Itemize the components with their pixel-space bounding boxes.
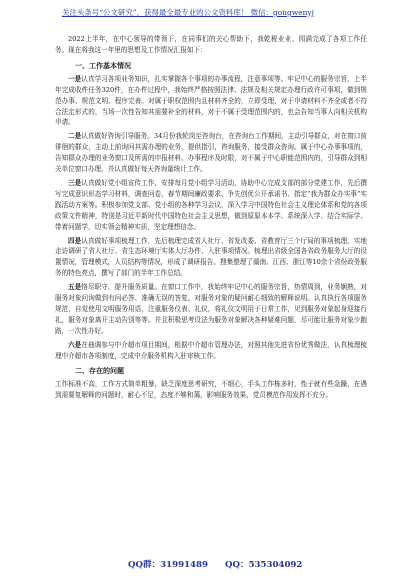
item-text: 在抽调参与中介超市项目期间，根据中介超市管理办法，对照其他先进省份优秀做法，认真梳理梳理中介超市各项制度，完成中介服务机构入驻审核工作。	[55, 340, 368, 360]
work-item-1	[55, 74, 367, 129]
item-lead: 六是	[68, 340, 82, 349]
item-lead: 一是	[68, 74, 82, 83]
item-text: 认真做好咨询引导服务。34月份我轮岗至咨询台，在咨询台工作期间，主动引导群众，对在窗口前徘徊的群众，主动上前询问其需办理的业务，提供指引，咨询服务，接受群众咨询。属于中心办事事项的，告知群众办理的业务窗口及所需的申报材料、办事程序及时限，对不属于中心职能范围内的，引导群众到相关单位窗口办理，并认真做好每天咨询量统计工作。	[55, 132, 368, 174]
item-text: 认真做好党小组宣传工作，安排每月党小组学习活动，协助中心完成支部的部分党建工作，先后撰写完成意识形态学习材料，调查问卷，春节期间廉政要求、争先创优公开承诺书、指定“我为群众办实事”实践活动方案等。积极参加党支部、党小组的各种学习会议，深入学习中国特色社会主义理论体系和党的各项政策文件精神，特别是习近平新时代中国特色社会主义思想，做到原原本本学、系统深入学、结合实际学、带着问题学，切实领会精神实质，坚定理想信念。	[55, 178, 368, 231]
footer-contact	[0, 558, 408, 574]
item-lead: 二是	[68, 132, 82, 141]
qq-number: QQ：535304092	[225, 560, 303, 570]
work-item-5	[55, 282, 367, 337]
work-item-2	[55, 131, 367, 175]
intro-paragraph: 2022上半年，在中心领导的带领下，在同事们的关心帮助下，我乾税业业、园满完成了各项工作任务。现在将我这一年里的思想及工作情况汇报如下：	[55, 35, 367, 54]
work-item-4	[55, 236, 367, 280]
header-banner-link[interactable]: 关注头条号“公文研究”，获得最全最专业的公文资料库！ 微信：gongwenyj	[62, 8, 315, 17]
problems-paragraph: 工作标准不高，工作方式简单粗暴，缺乏深度思考研究，不细心，手头工作栋多时，性子就有些急躁，在遇到需要复解释的问题时，耐心不足，态度不够和蔼，影响服务效果，党员模范作用发挥不充分。	[55, 380, 367, 400]
item-lead: 三是	[68, 178, 82, 187]
item-lead: 四是	[68, 236, 82, 245]
item-lead: 五是	[68, 283, 82, 292]
work-item-6	[55, 340, 367, 362]
item-text: 认真做好事项梳理工作，先后梳理完成省人社厅、省发改委、省教育厅三个厅局的事项梳理，实地走访调研了省人社厅、省生态环境厅实体大厅办件、入驻事项情况。梳理出省级全国各省政务服务大厅的设置情况，管理模式，人员结构等情况，形成了调研报告。搜集整理了湖南、江西、浙江等10余个省份政务服务的特色亮点，撰写了部门的半年工作总结。	[55, 236, 368, 278]
work-item-3	[55, 178, 367, 233]
section-heading-basic-situation: 一、工作基本情况	[75, 60, 131, 70]
qq-group-number: QQ群：31991489	[128, 560, 208, 570]
item-text: 恪尽职守，提升服务质量。在窗口工作中，我始终牢记中心的服务宗旨，热情周到，业务娴熟，对服务对象问询做到有问必答、准确无误的答复，对服务对象的疑问耐心细致的解释说明。认真执行各项服务规范，自觉使用文明服务用语，注重服务仪表、礼仪，将礼仪文明用于日常工作，见到服务对象起身迎接行礼，服务对象离开主动告别等等。并且积极思考设法为服务对象解决各种疑难问题，尽可能让服务对象少跑路，一次性办好。	[55, 283, 368, 335]
section-heading-problems: 二、存在的问题	[75, 366, 124, 376]
item-text: 认真学习各项业务知识，扎实掌握各个事项的办事流程，注意事项等。牢记中心的服务宗旨，上半年完成收件任务320件，在办件过程中，我始终严格按照法律、法规及相关规定办理行政许可事项，做到规范办事、规范文明、程序完善。对属于职权范围内且材料齐全的，立即受理，对于申请材料不齐全或者不符合法定形式的，当场一次性告知其需要补全的材料，对于不属于受理范围内的，也会告知当事人向相关机构申请。	[55, 74, 368, 127]
document-body	[55, 34, 367, 401]
